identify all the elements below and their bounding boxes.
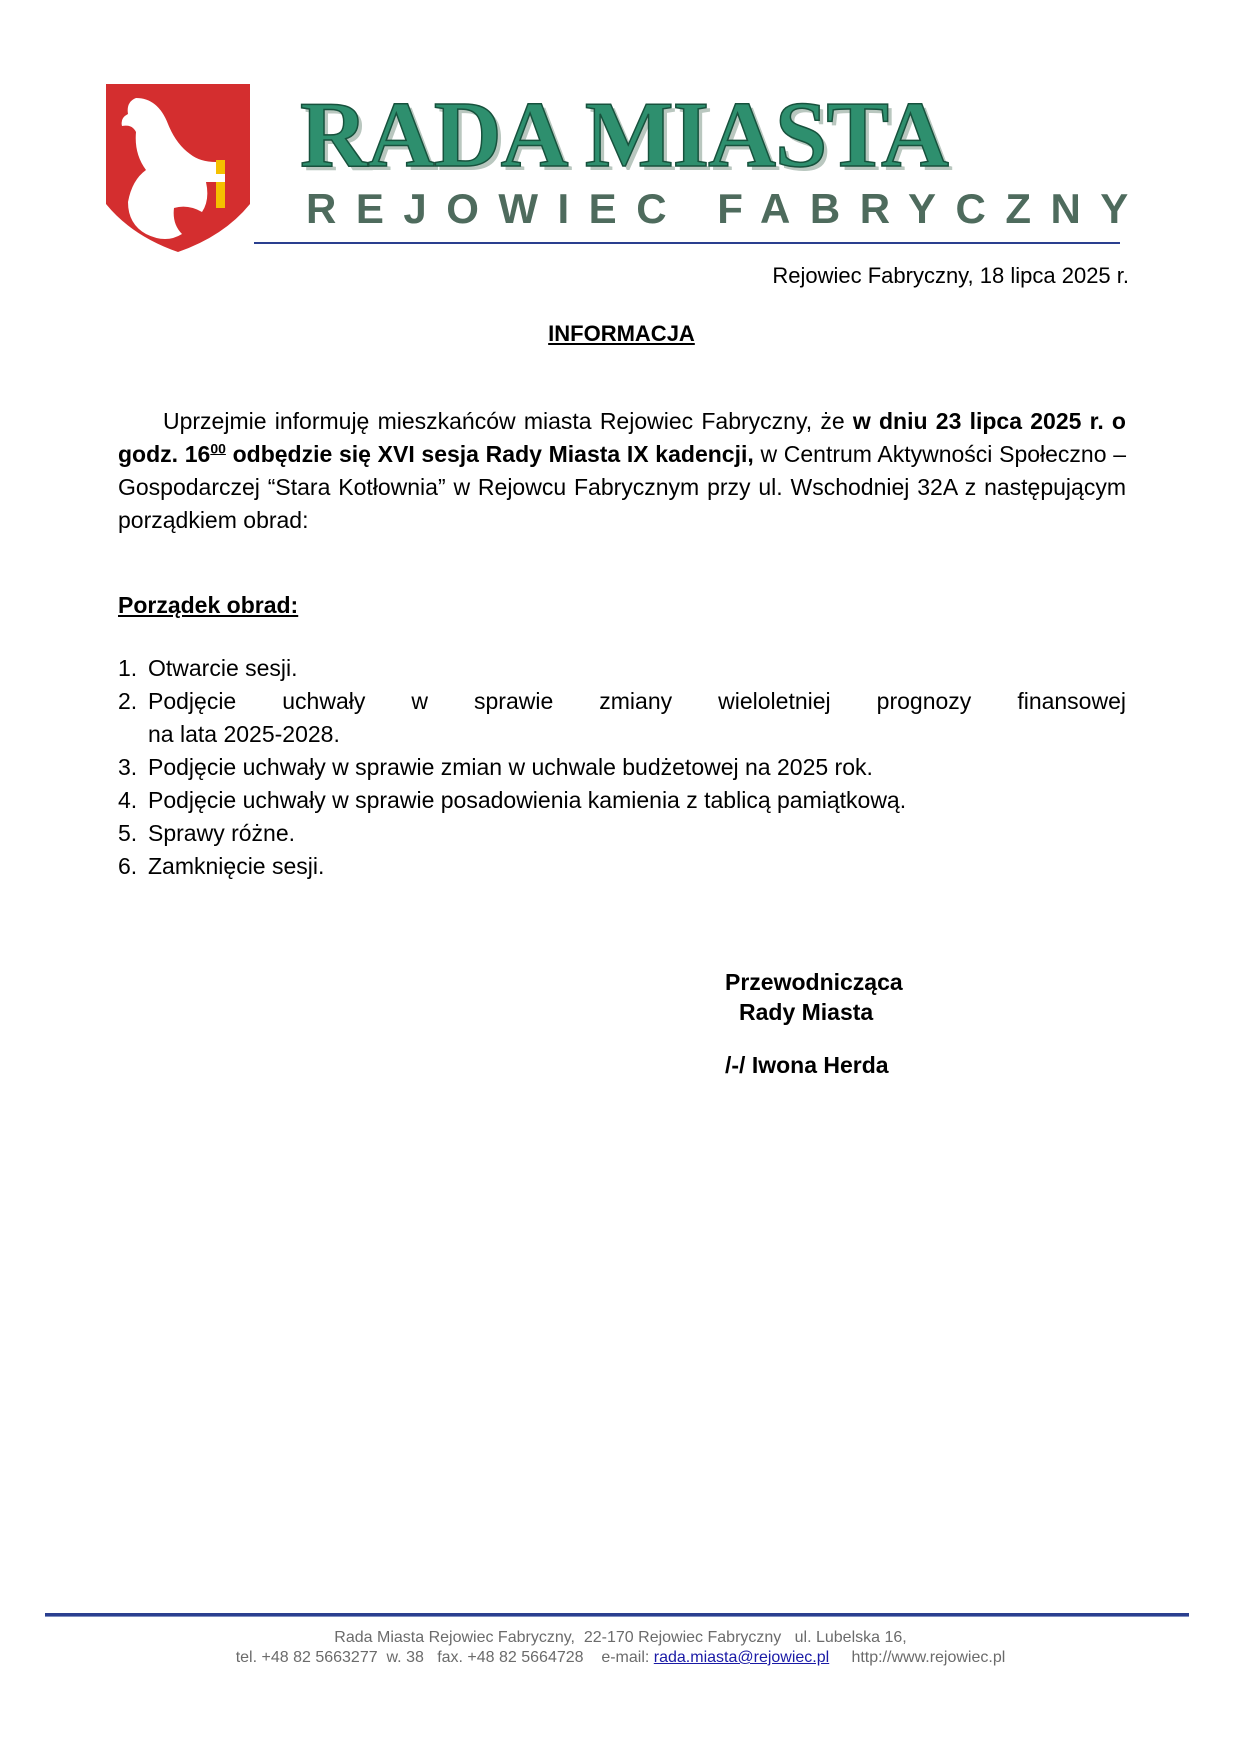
agenda-item: 4. Podjęcie uchwały w sprawie posadowienia kamienia z tablicą pamiątkową. xyxy=(118,787,907,813)
footer-address: Rada Miasta Rejowiec Fabryczny, 22-170 Rejowiec Fabryczny ul. Lubelska 16, xyxy=(334,1629,907,1646)
agenda-list xyxy=(118,652,1126,883)
footer-contact: tel. +48 82 5663277 w. 38 fax. +48 82 5664728 e-mail: rada.miasta@rejowiec.pl http://www.rejowiec.pl xyxy=(235,1649,1006,1666)
email-link[interactable]: rada.miasta@rejowiec.pl xyxy=(653,1649,830,1666)
website-link[interactable]: http://www.rejowiec.pl xyxy=(851,1649,1006,1666)
signature-body: Rady Miasta xyxy=(739,999,874,1025)
announcement-paragraph: Uprzejmie informuję mieszkańców miasta Rejowiec Fabryczny, że w dniu 23 lipca 2025 r. o godz. $16^{00}$ odbędzie się XVI sesja Rady Miasta IX kadencji, w Centrum Aktywności Społeczno – Gospodarczej “Stara Kotłownia” w Rejowcu Fabrycznym przy ul. Wschodniej 32A z następującym porządkiem obrad: xyxy=(118,408,1127,533)
town-subtitle: REJOWIEC FABRYCZNY xyxy=(306,185,1148,232)
header-divider xyxy=(254,242,1120,244)
agenda-item: 2. Podjęcie uchwały w sprawie zmiany wieloletniej prognozy finansowej na lata 2025-2028. xyxy=(118,688,1126,747)
agenda-item: 5. Sprawy różne. xyxy=(118,820,296,846)
date-line: Rejowiec Fabryczny, 18 lipca 2025 r. xyxy=(772,263,1129,288)
crest-gold-bar xyxy=(216,160,225,174)
agenda-heading: Porządek obrad: xyxy=(118,592,299,618)
signature-name: /-/ Iwona Herda xyxy=(725,1052,889,1078)
council-title: RADA MIASTA xyxy=(300,83,948,187)
agenda-item: 6. Zamknięcie sesji. xyxy=(118,853,325,879)
footer-divider xyxy=(45,1613,1189,1617)
signature-role: Przewodnicząca xyxy=(725,969,903,995)
coat-of-arms-logo xyxy=(106,84,250,252)
agenda-item: 3. Podjęcie uchwały w sprawie zmian w uchwale budżetowej na 2025 rok. xyxy=(118,754,873,780)
document-title: INFORMACJA xyxy=(548,321,695,346)
agenda-item: 1. Otwarcie sesji. xyxy=(118,655,298,681)
